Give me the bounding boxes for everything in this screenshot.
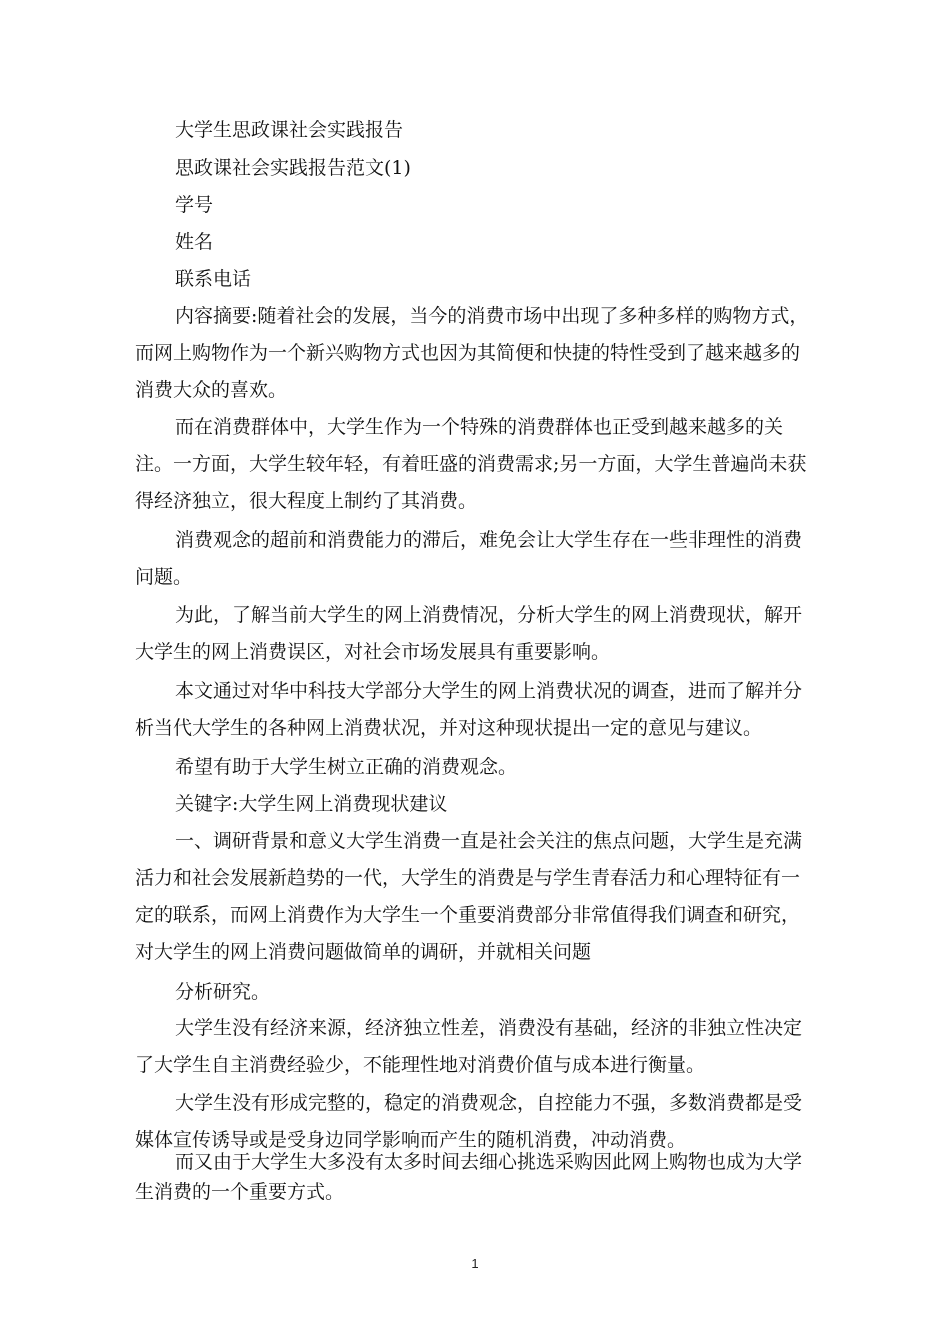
field-student-id: 学号 [175, 194, 214, 216]
keywords: 关键字:大学生网上消费现状建议 [175, 793, 448, 815]
paragraph-section-1: 一、调研背景和意义大学生消费一直是社会关注的焦点问题，大学生是充满活力和社会发展新趋势的一代，大学生的消费是与学生青春活力和心理特征有一定的联系，而网上消费作为大学生一个重要消费部分非常值得我们调查和研究，对大学生的网上消费问题做简单的调研，并就相关问题 [135, 830, 803, 963]
paragraph: 大学生没有经济来源，经济独立性差，消费没有基础，经济的非独立性决定了大学生自主消费经验少，不能理性地对消费价值与成本进行衡量。 [135, 1017, 803, 1076]
paragraph: 为此，了解当前大学生的网上消费情况，分析大学生的网上消费现状，解开大学生的网上消费误区，对社会市场发展具有重要影响。 [135, 604, 803, 663]
field-phone: 联系电话 [175, 268, 252, 290]
paragraph: 大学生没有形成完整的，稳定的消费观念，自控能力不强，多数消费都是受媒体宣传诱导或是受身边同学影响而产生的随机消费，冲动消费。 [135, 1092, 803, 1151]
paragraph: 消费观念的超前和消费能力的滞后，难免会让大学生存在一些非理性的消费问题。 [135, 529, 803, 588]
paragraph: 而在消费群体中，大学生作为一个特殊的消费群体也正受到越来越多的关注。一方面，大学生较年轻，有着旺盛的消费需求;另一方面，大学生普遍尚未获得经济独立，很大程度上制约了其消费。 [135, 416, 807, 512]
paragraph: 分析研究。 [175, 981, 271, 1003]
paragraph: 希望有助于大学生树立正确的消费观念。 [175, 756, 518, 778]
field-name: 姓名 [175, 231, 214, 253]
paragraph: 而又由于大学生大多没有太多时间去细心挑选采购因此网上购物也成为大学生消费的一个重要方式。 [135, 1151, 803, 1203]
paragraph: 本文通过对华中科技大学部分大学生的网上消费状况的调查，进而了解并分析当代大学生的各种网上消费状况，并对这种现状提出一定的意见与建议。 [135, 680, 803, 739]
document-title: 大学生思政课社会实践报告 [175, 119, 404, 141]
page-number: 1 [471, 1256, 479, 1271]
document-subtitle: 思政课社会实践报告范文(1) [175, 157, 411, 179]
paragraph-abstract: 内容摘要:随着社会的发展，当今的消费市场中出现了多种多样的购物方式，而网上购物作为一个新兴购物方式也因为其简便和快捷的特性受到了越来越多的消费大众的喜欢。 [135, 305, 809, 401]
